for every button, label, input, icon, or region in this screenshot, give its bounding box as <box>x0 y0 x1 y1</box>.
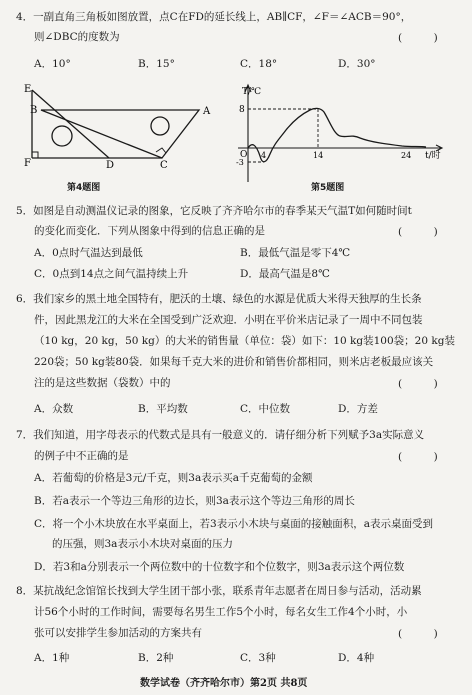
q4-stem-line2: 则∠DBC的度数为 <box>34 31 120 43</box>
fig5-y-tick-neg3: -3 <box>236 158 244 167</box>
fig5-x-tick-24: 24 <box>401 151 412 160</box>
fig5-temperature-curve <box>248 108 426 161</box>
q6-stem-line1: 6．我们家乡的黑土地全国特有，肥沃的土壤、绿色的水源是优质大米得天独厚的生长条 <box>16 293 422 305</box>
q5-stem-line1: 5．如图是自动测温仪记录的图象，它反映了齐齐哈尔市的春季某天气温T如何随时间t <box>16 205 412 217</box>
fig4-label-d: D <box>106 160 115 171</box>
fig4-circle-right <box>151 117 169 135</box>
figure-5-caption: 第5题图 <box>311 183 345 193</box>
fig4-right-angle-f <box>32 152 38 158</box>
q8-option-c: C．3种 <box>240 652 276 664</box>
q8-stem-line3: 张可以安排学生参加活动的方案共有 <box>34 627 202 639</box>
fig4-label-f: F <box>24 158 31 169</box>
fig5-y-label: T/℃ <box>242 87 262 97</box>
q7-stem-line1: 7．我们知道，用字母表示的代数式是具有一般意义的．请仔细分析下列赋予3a实际意义 <box>16 429 425 441</box>
fig4-circle-left <box>52 126 72 146</box>
q5-answer-paren: ( ) <box>398 226 438 238</box>
fig4-label-a: A <box>203 106 211 117</box>
fig4-label-c: C <box>160 160 168 171</box>
q6-stem-line5: 注的是这些数据（袋数）中的 <box>34 377 171 389</box>
q8-stem-line1: 8．某抗战纪念馆馆长找到大学生团干部小张，联系青年志愿者在周日参与活动，活动累 <box>16 585 422 597</box>
fig5-origin-label: O <box>240 150 248 160</box>
fig5-x-label: t/时 <box>425 151 441 161</box>
q8-option-b: B．2种 <box>138 652 174 664</box>
q4-option-c: C．18° <box>240 58 278 70</box>
q6-option-a: A．众数 <box>34 403 74 415</box>
q8-answer-paren: ( ) <box>398 628 438 640</box>
q7-option-b: B．若a表示一个等边三角形的边长，则3a表示这个等边三角形的周长 <box>34 495 355 507</box>
page-footer: 数学试卷（齐齐哈尔市）第2页 共8页 <box>140 678 308 689</box>
q5-option-d: D．最高气温是8℃ <box>240 268 330 280</box>
q6-option-d: D．方差 <box>338 403 378 415</box>
q6-stem-line4: 220袋；50 kg装80袋．如果每千克大米的进价和销售价都相同，则米店老板最应该关 <box>34 356 434 368</box>
figure-4-caption: 第4题图 <box>67 183 101 193</box>
fig4-right-angle-c <box>156 148 166 153</box>
fig4-triangle-abc <box>41 110 199 158</box>
fig5-x-tick-14: 14 <box>313 151 324 160</box>
fig4-edge-ed <box>32 90 109 158</box>
fig4-label-e: E <box>24 84 32 95</box>
q4-answer-paren: ( ) <box>398 32 438 44</box>
fig5-x-tick-4: 4 <box>261 151 267 160</box>
q5-stem-line2: 的变化而变化．下列从图象中得到的信息正确的是 <box>34 225 265 237</box>
q6-option-b: B．平均数 <box>138 403 188 415</box>
q4-option-b: B．15° <box>138 58 175 70</box>
q7-option-d: D．若3和a分别表示一个两位数中的十位数字和个位数字，则3a表示这个两位数 <box>34 561 405 573</box>
q6-answer-paren: ( ) <box>398 378 438 390</box>
q6-option-c: C．中位数 <box>240 403 291 415</box>
q6-stem-line2: 件，因此黑龙江的大米在全国受到广泛欢迎．小明在平价米店记录了一周中不同包装 <box>34 314 423 326</box>
fig4-label-b: B <box>30 105 38 116</box>
q5-option-a: A．0点时气温达到最低 <box>34 247 143 259</box>
figure-5-temperature-graph <box>236 82 446 184</box>
q7-option-c-line2: 的压强，则3a表示小木块对桌面的压力 <box>52 538 233 550</box>
q4-stem-line1: 4．一副直角三角板如图放置，点C在FD的延长线上，AB∥CF，∠F＝∠ACB＝90°， <box>16 11 412 23</box>
figure-4-triangles <box>20 80 215 185</box>
q7-stem-line2: 的例子中不正确的是 <box>34 450 129 462</box>
q8-option-a: A．1种 <box>34 652 70 664</box>
q7-option-a: A．若葡萄的价格是3元/千克，则3a表示买a千克葡萄的金额 <box>34 472 313 484</box>
q8-option-d: D．4种 <box>338 652 375 664</box>
q7-option-c-line1: C．将一个小木块放在水平桌面上，若3表示小木块与桌面的接触面积，a表示桌面受到 <box>34 518 433 530</box>
q5-option-b: B．最低气温是零下4℃ <box>240 247 351 259</box>
q6-stem-line3: （10 kg，20 kg，50 kg）的大米的销售量（单位：袋）如下：10 kg装100袋；20 kg装 <box>34 335 455 347</box>
q4-option-d: D．30° <box>338 58 376 70</box>
q4-option-a: A．10° <box>34 58 71 70</box>
fig5-y-tick-8: 8 <box>239 105 245 115</box>
q5-option-c: C．0点到14点之间气温持续上升 <box>34 268 189 280</box>
q8-stem-line2: 计56个小时的工作时间，需要每名男生工作5个小时，每名女生工作4个小时，小 <box>34 606 408 618</box>
q7-answer-paren: ( ) <box>398 451 438 463</box>
